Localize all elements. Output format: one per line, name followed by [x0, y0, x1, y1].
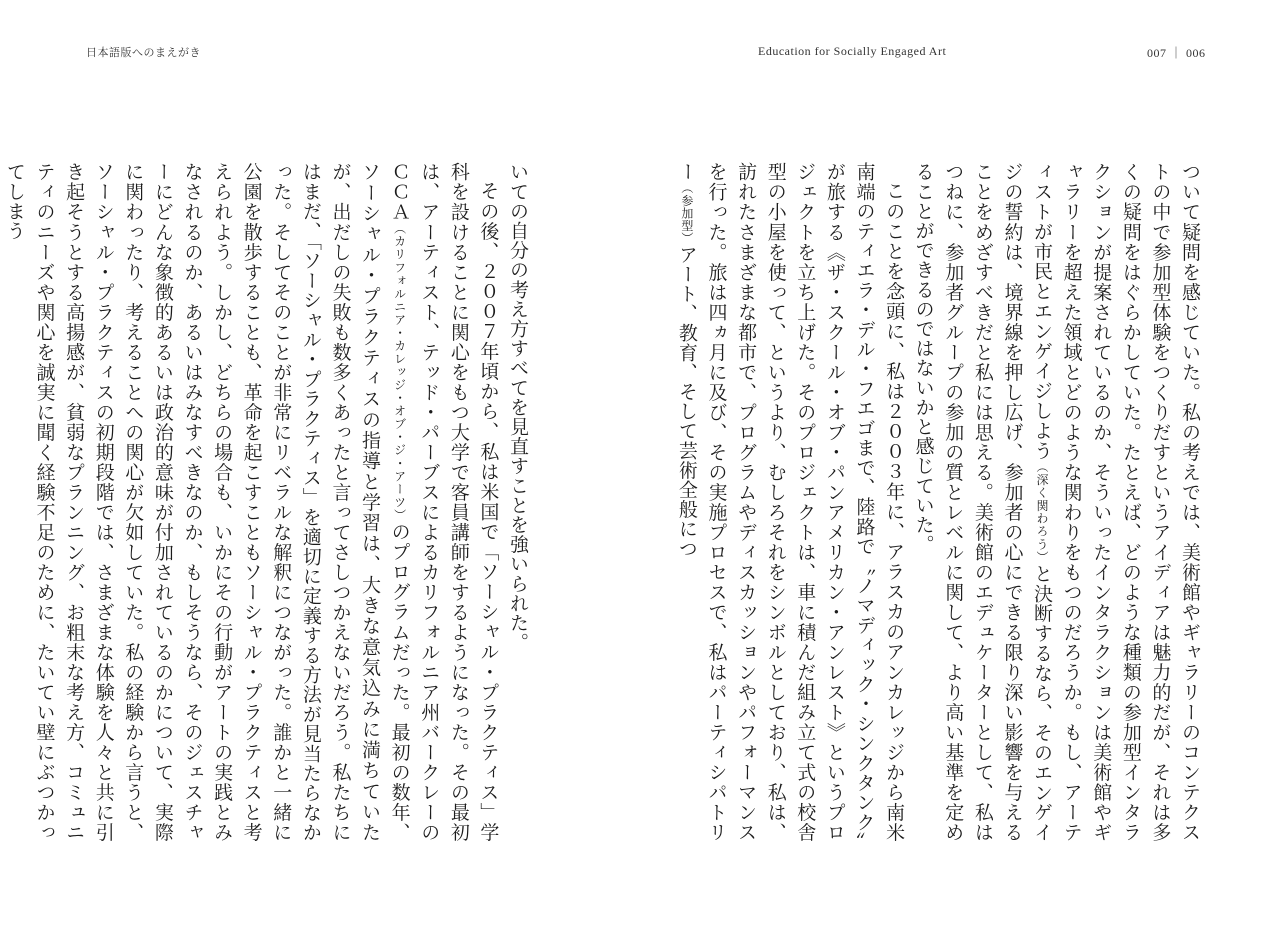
inline-gloss: （深く関わろう）	[1035, 460, 1050, 564]
running-head-left: 日本語版へのまえがき	[86, 46, 201, 59]
paragraph-text: のプログラムだった。最初の数年、ソーシャル・プラクティスの指導と学習は、大きな意気込みに満ちていたが、出だしの失敗も数多くあったと言ってさしつかえないだろう。私たちにはまだ、「ソーシャル・プラクティス」を適切に定義する方法が見当たらなかった。そしてそのことが非常にリベラルな解釈につながった。誰かと一緒に公園を散歩することも、革命を起こすこともソーシャル・プラクティスと考えられよう。しかし、どちらの場合も、いかにその行動がアートの実践とみなされるのか、あるいはみなすべきなのか、もしそうなら、そのジェスチャーにどんな象徴的あるいは政治的意味が付加されているのかについて、実際に関わったり、考えることへの関心が欠如していた。私の経験から言うと、ソーシャル・プラクティスの初期段階では、さまざまな体験を人々と共に引き起そうとする高揚感が、貧弱なプランニング、お粗末な考え方、コミュニティのニーズや関心を誠実に聞く経験不足のために、たいてい壁にぶつかってしまう	[3, 162, 411, 842]
running-head-book-title: Education for Socially Engaged Art	[758, 44, 947, 58]
paragraph-text: と決断するなら、そのエンゲイジの誓約は、境界線を押し広げ、参加者の心にできる限り深い影響を与えることをめざすべきだと私には思える。美術館のエデュケーターとして、私はつねに、参加者グループの参加の質とレベルに関して、より高い基準を定めることができるのではないかと感じていた。	[912, 162, 1054, 842]
inline-gloss: （参加型）	[679, 181, 694, 245]
paragraph-text: ついて疑問を感じていた。私の考えでは、美術館やギャラリーのコンテクストの中で参加型体験をつくりだすというアイディアは魅力的だが、それは多くの疑問をはぐらかしていた。たとえば、どのような種類の参加型インタラクションが提案されているのか、そういったインタラクションは美術館やギャラリーを超えた領域とどのような関わりをもつのだろうか。もし、アーティストが市民とエンゲイジしよう	[1031, 162, 1201, 842]
left-page-body	[3, 162, 532, 842]
paragraph-text: アート、教育、そして芸術全般につ	[675, 244, 698, 559]
right-page-body	[675, 162, 1204, 842]
inline-gloss: （カリフォルニア・カレッジ・オブ・ジ・アーツ）	[392, 222, 407, 522]
paragraph	[0, 162, 502, 842]
paragraph	[908, 162, 1204, 842]
paragraph	[671, 162, 908, 842]
paragraph-text: いての自分の考え方すべてを見直すことを強いられた。	[507, 162, 529, 652]
page-numbers: 007 ｜ 006	[1147, 46, 1206, 60]
paragraph	[502, 162, 532, 842]
paragraph-text: その後、２００７年頃から、私は米国で「ソーシャル・プラクティス」学科を設けることに関心をもつ大学で客員講師をするようになった。その最初は、アーティスト、テッド・パーブスによるカリフォルニア州バークレーのＣＣＡ	[388, 162, 500, 842]
paragraph-text: このことを念頭に、私は２００３年に、アラスカのアンカレッジから南米南端のティエラ・デル・フエゴまで、陸路で〝ノマディック・シンクタンク〟が旅する《ザ・スクール・オブ・パンアメリカン・アンレスト》というプロジェクトを立ち上げた。そのプロジェクトは、車に積んだ組み立て式の校舎型の小屋を使って、というより、むしろそれをシンボルとしており、私は、訪れたさまざまな都市で、プログラムやディスカッションやパフォーマンスを行った。旅は四ヵ月に及び、その実施プロセスで、私はパーティシパトリー	[675, 162, 906, 842]
